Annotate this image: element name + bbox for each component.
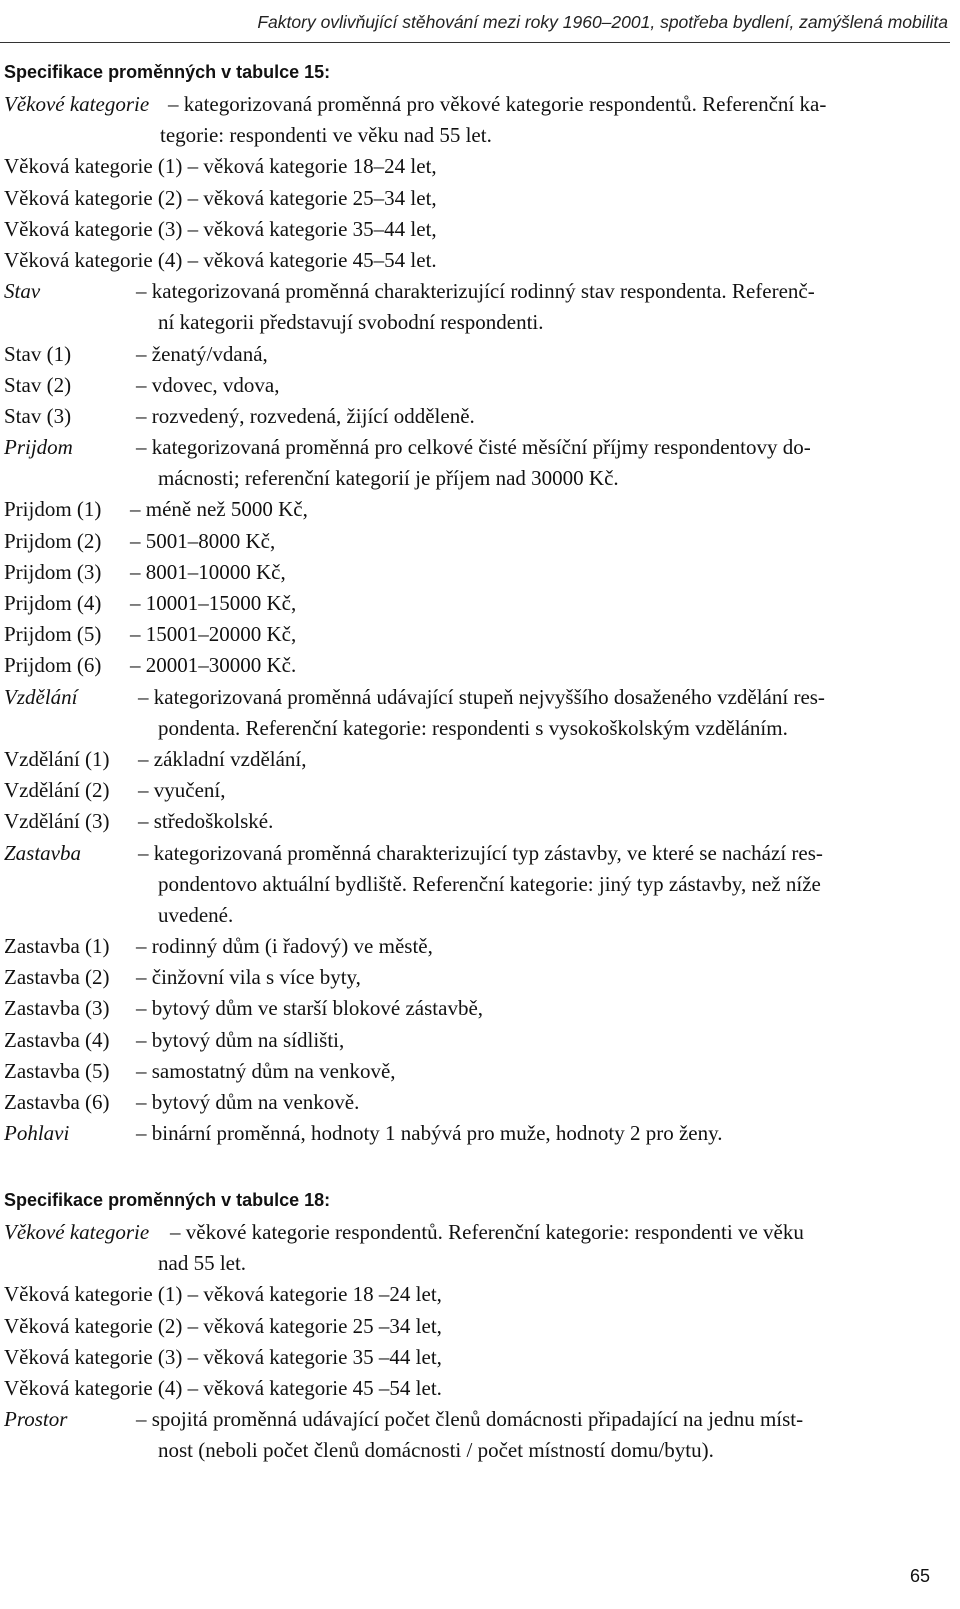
section-15-body (0, 89, 950, 1149)
prostor-text: – spojitá proměnná udávající počet členů domácnosti připadající na jednu míst- (136, 1407, 804, 1432)
zastavba-text: – kategorizovaná proměnná charakterizující typ zástavby, ve které se nachází res- (138, 840, 823, 865)
vek-cont: tegorie: respondenti ve věku nad 55 let. (160, 123, 492, 148)
vek-cont-line (0, 120, 950, 151)
vek-label: Věkové kategorie (4, 92, 150, 116)
prijdom-item: Prijdom (4) – 10001–15000 Kč, (4, 591, 297, 615)
prostor-cont-line (0, 1435, 950, 1466)
vek18-cont-line (0, 1248, 950, 1279)
vzdelani-def-line (0, 682, 950, 713)
vek-item: Věková kategorie (1) – věková kategorie 18–24 let, (4, 154, 437, 179)
zastavba-cont2: uvedené. (158, 902, 234, 927)
pohlavi-text: – binární proměnná, hodnoty 1 nabývá pro muže, hodnoty 2 pro ženy. (136, 1121, 723, 1146)
vzdelani-cont: pondenta. Referenční kategorie: respondenti s vysokoškolským vzděláním. (158, 715, 788, 740)
zastavba-item: Zastavba (1) – rodinný dům (i řadový) ve městě, (4, 934, 433, 959)
stav-label: Stav (4, 279, 41, 304)
prijdom-item: Prijdom (2) – 5001–8000 Kč, (4, 528, 276, 553)
vzdelani-cont-line (0, 713, 950, 744)
vek-item: Věková kategorie (3) – věková kategorie 35–44 let, (4, 216, 437, 241)
stav-item: Stav (3) – rozvedený, rozvedená, žijící odděleně. (4, 403, 475, 428)
stav-item: Stav (2) – vdovec, vdova, (4, 372, 280, 397)
section-18-body (0, 1217, 950, 1467)
prostor-label: Prostor (4, 1407, 68, 1432)
vek18-item: Věková kategorie (1) – věková kategorie 18 –24 let, (4, 1282, 442, 1307)
vek18-cont: nad 55 let. (158, 1251, 247, 1276)
vzdelani-item: Vzdělání (1) – základní vzdělání, (4, 746, 307, 771)
zastavba-def-line (0, 838, 950, 869)
prostor-def-line (0, 1404, 950, 1435)
zastavba-item: Zastavba (2) – činžovní vila s více byty, (4, 965, 361, 990)
prostor-cont: nost (neboli počet členů domácnosti / počet místností domu/bytu). (158, 1438, 714, 1463)
stav-cont: ní kategorii představují svobodní respondenti. (158, 310, 544, 335)
vzdelani-text: – kategorizovaná proměnná udávající stupeň nejvyššího dosaženého vzdělání res- (138, 684, 825, 709)
stav-item: Stav (1) – ženatý/vdaná, (4, 341, 268, 366)
vzdelani-item: Vzdělání (2) – vyučení, (4, 778, 226, 803)
prijdom-text: – kategorizovaná proměnná pro celkové čisté měsíční příjmy respondentovy do- (136, 435, 811, 460)
running-header: Faktory ovlivňující stěhování mezi roky 1960–2001, spotřeba bydlení, zamýšlená mobilita (257, 12, 948, 32)
zastavba-item: Zastavba (6) – bytový dům na venkově. (4, 1090, 360, 1114)
page-number: 65 (909, 1566, 930, 1586)
vek-def-line (0, 89, 950, 120)
zastavba-cont-line (0, 869, 950, 900)
zastavba-item: Zastavba (3) – bytový dům ve starší blokové zástavbě, (4, 996, 484, 1021)
vek-item: Věková kategorie (4) – věková kategorie 45–54 let. (4, 247, 437, 272)
vek18-text: – věkové kategorie respondentů. Referenční kategorie: respondenti ve věku (170, 1220, 804, 1244)
vek-text: – kategorizovaná proměnná pro věkové kategorie respondentů. Referenční ka- (168, 92, 827, 116)
header-rule (0, 42, 950, 43)
zastavba-item: Zastavba (4) – bytový dům na sídlišti, (4, 1027, 345, 1052)
zastavba-cont-line (0, 900, 950, 931)
zastavba-cont1: pondentovo aktuální bydliště. Referenční kategorie: jiný typ zástavby, než níže (158, 871, 821, 896)
zastavba-item: Zastavba (5) – samostatný dům na venkově, (4, 1058, 396, 1083)
prijdom-label: Prijdom (4, 435, 73, 460)
section-15-title: Specifikace proměnných v tabulce 15: (4, 62, 331, 82)
prijdom-item: Prijdom (6) – 20001–30000 Kč. (4, 653, 297, 678)
prijdom-cont-line (0, 463, 950, 494)
stav-cont-line (0, 307, 950, 338)
pohlavi-def-line (0, 1118, 950, 1149)
vek18-def-line (0, 1217, 950, 1248)
vek18-item: Věková kategorie (3) – věková kategorie 35 –44 let, (4, 1344, 442, 1369)
prijdom-item: Prijdom (3) – 8001–10000 Kč, (4, 559, 286, 584)
section-18-title: Specifikace proměnných v tabulce 18: (4, 1190, 331, 1210)
pohlavi-label: Pohlavi (4, 1121, 70, 1146)
zastavba-label: Zastavba (4, 840, 82, 865)
vek18-item: Věková kategorie (2) – věková kategorie 25 –34 let, (4, 1313, 442, 1338)
prijdom-item: Prijdom (5) – 15001–20000 Kč, (4, 622, 297, 647)
stav-text: – kategorizovaná proměnná charakterizující rodinný stav respondenta. Referenč- (136, 279, 815, 304)
prijdom-item: Prijdom (1) – méně než 5000 Kč, (4, 497, 308, 522)
prijdom-cont: mácnosti; referenční kategorií je příjem nad 30000 Kč. (158, 466, 619, 491)
stav-def-line (0, 276, 950, 307)
vek-item: Věková kategorie (2) – věková kategorie 25–34 let, (4, 185, 437, 210)
vek18-item: Věková kategorie (4) – věková kategorie 45 –54 let. (4, 1375, 442, 1400)
vek18-label: Věkové kategorie (4, 1220, 150, 1244)
vzdelani-label: Vzdělání (4, 684, 78, 709)
vzdelani-item: Vzdělání (3) – středoškolské. (4, 809, 274, 834)
prijdom-def-line (0, 432, 950, 463)
